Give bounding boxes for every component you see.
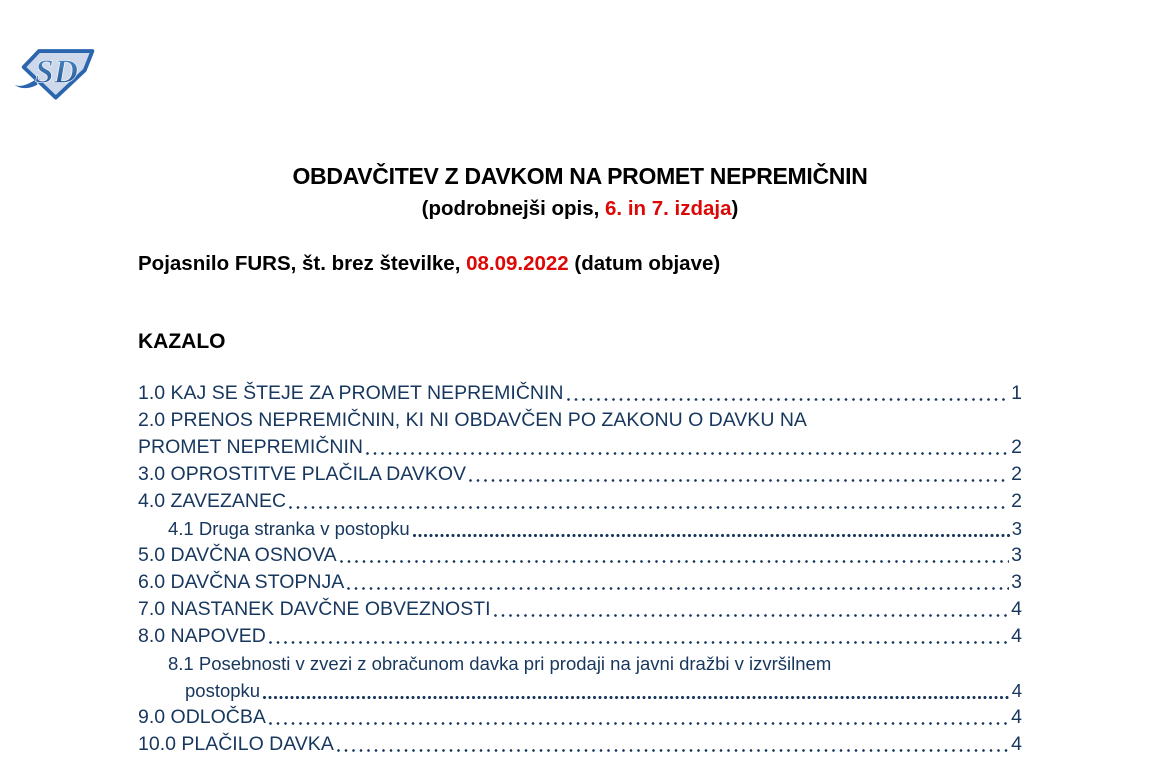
- toc-entry-line: [138, 488, 1022, 515]
- toc-dot-leader: [340, 560, 1009, 563]
- toc-entry: [138, 542, 1022, 569]
- toc-entry-text: 5.0 DAVČNA OSNOVA: [138, 544, 337, 566]
- toc-entry-text: 8.0 NAPOVED: [138, 625, 266, 647]
- toc-entry-text: 9.0 ODLOČBA: [138, 706, 266, 728]
- toc-entry-text: 6.0 DAVČNA STOPNJA: [138, 571, 345, 593]
- toc-dot-leader: [263, 696, 1010, 699]
- toc-entry-line: [138, 569, 1022, 596]
- toc-entry-line: [138, 704, 1022, 731]
- note-publication-date: 08.09.2022: [466, 252, 569, 275]
- toc-entry: [138, 596, 1022, 623]
- toc-page-number: 3: [1011, 544, 1022, 566]
- toc-dot-leader: [269, 722, 1009, 725]
- toc-entry: [138, 461, 1022, 488]
- toc-page-number: 4: [1011, 733, 1022, 755]
- toc-entry-line: [168, 515, 1022, 542]
- subtitle-edition-highlight: 6. in 7. izdaja: [605, 197, 732, 220]
- toc-list: [138, 380, 1022, 758]
- toc-entry-line: [138, 623, 1022, 650]
- toc-entry-line: [138, 596, 1022, 623]
- toc-entry-text: 4.1 Druga stranka v postopku: [168, 518, 410, 539]
- toc-page-number: 2: [1011, 436, 1022, 458]
- page-subtitle: [138, 197, 1022, 221]
- toc-entry-line: [138, 434, 1022, 461]
- toc-entry: [138, 515, 1022, 542]
- toc-entry-text: 2.0 PRENOS NEPREMIČNIN, KI NI OBDAVČEN PO ZAKONU O DAVKU NA: [138, 409, 807, 431]
- toc-entry: [138, 380, 1022, 407]
- toc-page-number: 2: [1011, 463, 1022, 485]
- toc-entry: [138, 488, 1022, 515]
- toc-dot-leader: [366, 452, 1009, 455]
- toc-entry-text: 3.0 OPROSTITVE PLAČILA DAVKOV: [138, 463, 467, 485]
- toc-dot-leader: [337, 749, 1009, 752]
- toc-entry-text: postopku: [185, 680, 261, 701]
- page-title: OBDAVČITEV Z DAVKOM NA PROMET NEPREMIČNIN: [292, 163, 868, 189]
- toc-entry-line: [168, 650, 1022, 677]
- toc-entry-text: 1.0 KAJ SE ŠTEJE ZA PROMET NEPREMIČNIN: [138, 382, 564, 404]
- toc-entry-text: 7.0 NASTANEK DAVČNE OBVEZNOSTI: [138, 598, 491, 620]
- note-prefix: Pojasnilo FURS, št. brez številke,: [138, 252, 467, 275]
- sd-logo-icon: [13, 45, 97, 103]
- note-suffix: (datum objave): [568, 252, 721, 275]
- toc-page-number: 4: [1011, 680, 1022, 701]
- toc-page-number: 3: [1011, 518, 1022, 539]
- toc-page-number: 3: [1011, 571, 1022, 593]
- toc-dot-leader: [413, 534, 1010, 537]
- subtitle-suffix: ): [731, 197, 739, 220]
- toc-page-number: 4: [1011, 598, 1022, 620]
- toc-entry-line: [168, 677, 1022, 704]
- sd-logo-letters: SD: [35, 53, 78, 91]
- toc-dot-leader: [469, 479, 1009, 482]
- toc-entry: [138, 623, 1022, 650]
- toc-entry-line: [138, 461, 1022, 488]
- toc-entry-text: 4.0 ZAVEZANEC: [138, 490, 287, 512]
- toc-entry: [138, 650, 1022, 704]
- toc-page-number: 4: [1011, 625, 1022, 647]
- publication-note: [138, 252, 720, 276]
- toc-page-number: 4: [1011, 706, 1022, 728]
- toc-entry: [138, 731, 1022, 758]
- subtitle-prefix: (podrobnejši opis,: [421, 197, 606, 220]
- toc-dot-leader: [269, 641, 1009, 644]
- toc-entry-line: [138, 380, 1022, 407]
- toc-entry: [138, 704, 1022, 731]
- toc-heading: KAZALO: [138, 330, 226, 353]
- toc-entry-line: [138, 731, 1022, 758]
- toc-entry: [138, 407, 1022, 461]
- toc-dot-leader: [347, 587, 1009, 590]
- toc-dot-leader: [289, 506, 1009, 509]
- toc-entry: [138, 569, 1022, 596]
- toc-page-number: 1: [1011, 382, 1022, 404]
- toc-page-number: 2: [1011, 490, 1022, 512]
- toc-entry-text: 8.1 Posebnosti v zvezi z obračunom davka pri prodaji na javni dražbi v izvršilnem: [168, 653, 832, 674]
- toc-entry-text: PROMET NEPREMIČNIN: [138, 436, 363, 458]
- toc-entry-text: 10.0 PLAČILO DAVKA: [138, 733, 334, 755]
- toc-entry-line: [138, 407, 1022, 434]
- toc-entry-line: [138, 542, 1022, 569]
- sd-logo: [13, 45, 97, 103]
- toc-dot-leader: [494, 614, 1010, 617]
- toc-dot-leader: [567, 398, 1010, 401]
